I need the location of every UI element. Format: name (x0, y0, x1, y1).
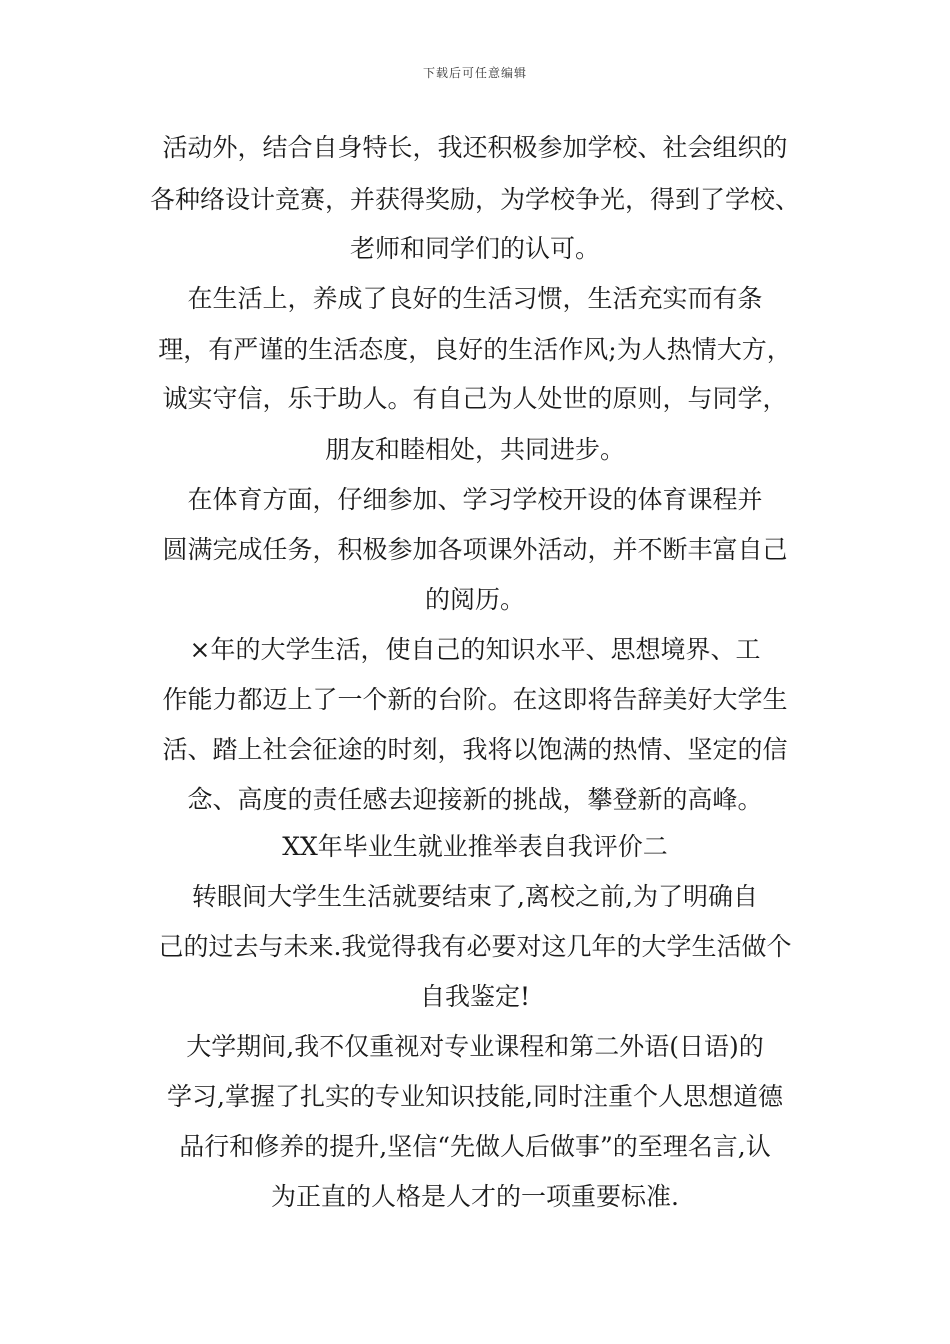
text-line: 朋友和睦相处，共同进步。 (324, 435, 625, 464)
text-line: 在体育方面，仔细参加、学习学校开设的体育课程并 (187, 485, 763, 514)
text-line: 品行和修养的提升,坚信“先做人后做事”的至理名言,认 (179, 1132, 771, 1161)
text-line: 诚实守信，乐于助人。有自己为人处世的原则，与同学， (162, 384, 788, 413)
text-line: 大学期间,我不仅重视对专业课程和第二外语(日语)的 (186, 1032, 764, 1061)
text-line: 各种络设计竞赛，并获得奖励，为学校争光，得到了学校、 (149, 185, 800, 214)
text-line: 作能力都迈上了一个新的台阶。在这即将告辞美好大学生 (162, 685, 788, 714)
text-line: 老师和同学们的认可。 (349, 234, 600, 263)
text-line: 活动外，结合自身特长，我还积极参加学校、社会组织的 (162, 133, 788, 162)
page-header: 下载后可任意编辑 (422, 66, 527, 80)
text-line: 在生活上，养成了良好的生活习惯，生活充实而有条 (187, 284, 763, 313)
text-line: ×年的大学生活，使自己的知识水平、思想境界、工 (189, 635, 761, 664)
text-line: 圆满完成任务，积极参加各项课外活动，并不断丰富自己 (162, 535, 788, 564)
section-heading: XX年毕业生就业推举表自我评价二 (282, 832, 668, 861)
text-line: 为正直的人格是人才的一项重要标准. (271, 1182, 679, 1211)
text-line: 理，有严谨的生活态度，良好的生活作风;为人热情大方， (158, 335, 792, 364)
text-line: 己的过去与未来.我觉得我有必要对这几年的大学生活做个 (158, 932, 792, 961)
text-line: 自我鉴定! (419, 982, 531, 1011)
text-line: 转眼间大学生生活就要结束了,离校之前,为了明确自 (192, 882, 758, 911)
text-line: 活、踏上社会征途的时刻，我将以饱满的热情、坚定的信 (162, 735, 788, 764)
text-line: 学习,掌握了扎实的专业知识技能,同时注重个人思想道德 (167, 1082, 783, 1111)
text-line: 念、高度的责任感去迎接新的挑战，攀登新的高峰。 (187, 785, 763, 814)
text-line: 的阅历。 (424, 585, 525, 614)
